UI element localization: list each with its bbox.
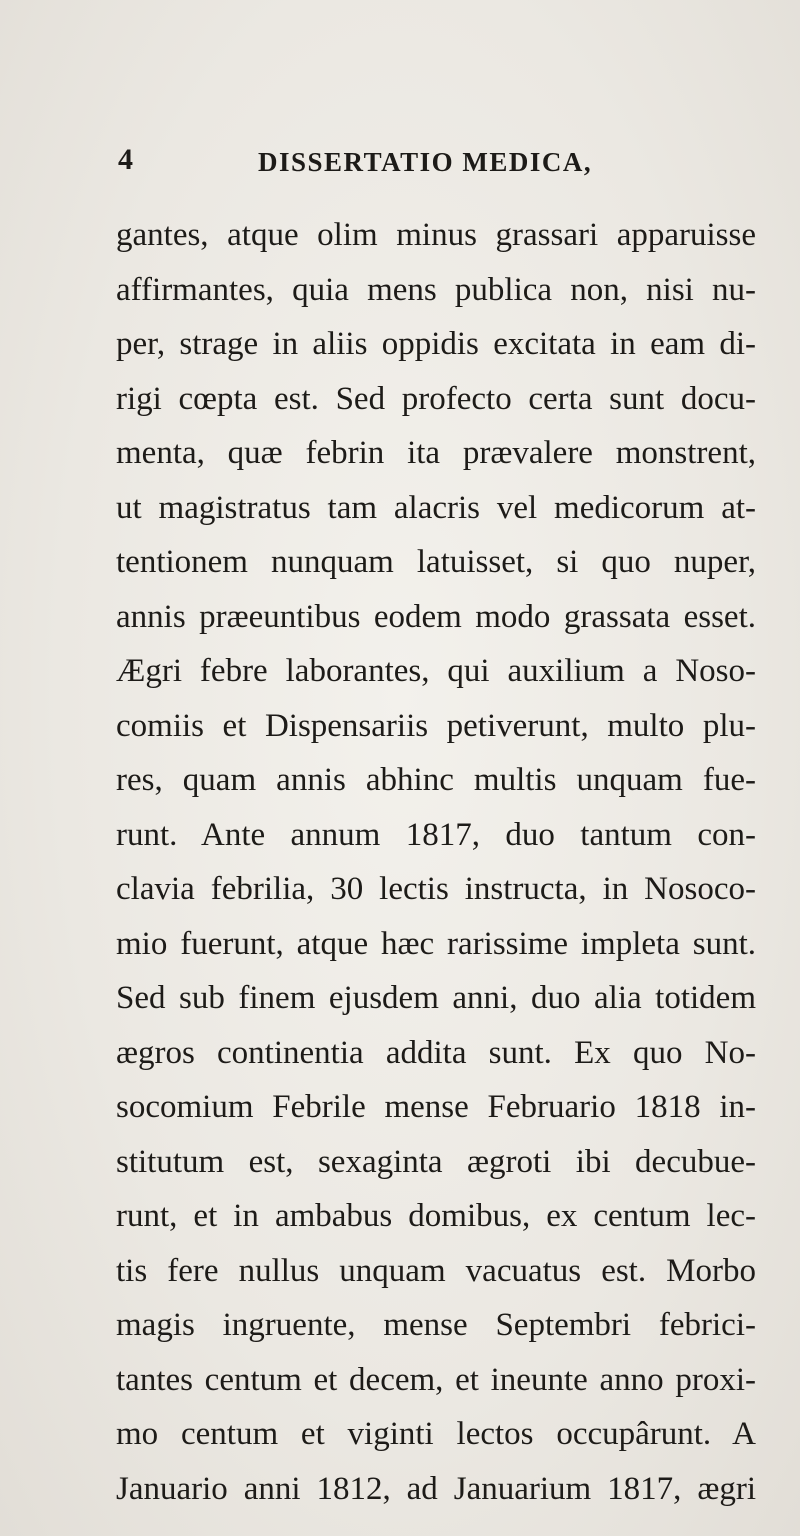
running-title: DISSERTATIO MEDICA, — [258, 147, 593, 177]
text-line: per, strage in aliis oppidis excitata in eam di- — [116, 326, 756, 362]
text-line: gantes, atque olim minus grassari apparuisse — [116, 217, 756, 253]
text-line: stitutum est, sexaginta ægroti ibi decubue- — [116, 1143, 756, 1180]
text-line: comiis et Dispensariis petiverunt, multo plu- — [116, 707, 756, 744]
text-line: magis ingruente, mense Septembri febrici- — [116, 1307, 756, 1343]
body-text — [116, 208, 756, 1516]
text-line: affirmantes, quia mens publica non, nisi nu- — [116, 271, 756, 308]
text-line: runt. Ante annum 1817, duo tantum con- — [116, 816, 756, 853]
text-line: rigi cœpta est. Sed profecto certa sunt docu- — [116, 380, 756, 417]
text-line: annis præeuntibus eodem modo grassata esset. — [116, 598, 756, 635]
text-line: runt, et in ambabus domibus, ex centum lec- — [116, 1198, 756, 1234]
page-number: 4 — [118, 143, 133, 176]
text-line: mio fuerunt, atque hæc rarissime impleta sunt. — [116, 925, 756, 962]
text-line: tentionem nunquam latuisset, si quo nuper, — [116, 544, 756, 580]
text-line: Ægri febre laborantes, qui auxilium a Noso- — [116, 653, 756, 689]
text-line: clavia febrilia, 30 lectis instructa, in Nosoco- — [116, 871, 756, 907]
text-line: Sed sub finem ejusdem anni, duo alia totidem — [116, 980, 756, 1016]
text-line: mo centum et viginti lectos occupârunt. A — [116, 1416, 756, 1452]
text-line: Januario anni 1812, ad Januarium 1817, ægri — [116, 1470, 756, 1507]
text-line: ut magistratus tam alacris vel medicorum at- — [116, 489, 756, 526]
text-line: ægros continentia addita sunt. Ex quo No- — [116, 1034, 756, 1071]
text-line: socomium Febrile mense Februario 1818 in- — [116, 1089, 756, 1125]
text-line: res, quam annis abhinc multis unquam fue- — [116, 762, 756, 798]
text-line: menta, quæ febrin ita prævalere monstrent, — [116, 435, 756, 471]
running-head — [118, 143, 738, 183]
text-line: tantes centum et decem, et ineunte anno proxi- — [116, 1361, 756, 1398]
text-line: tis fere nullus unquam vacuatus est. Morbo — [116, 1252, 756, 1289]
